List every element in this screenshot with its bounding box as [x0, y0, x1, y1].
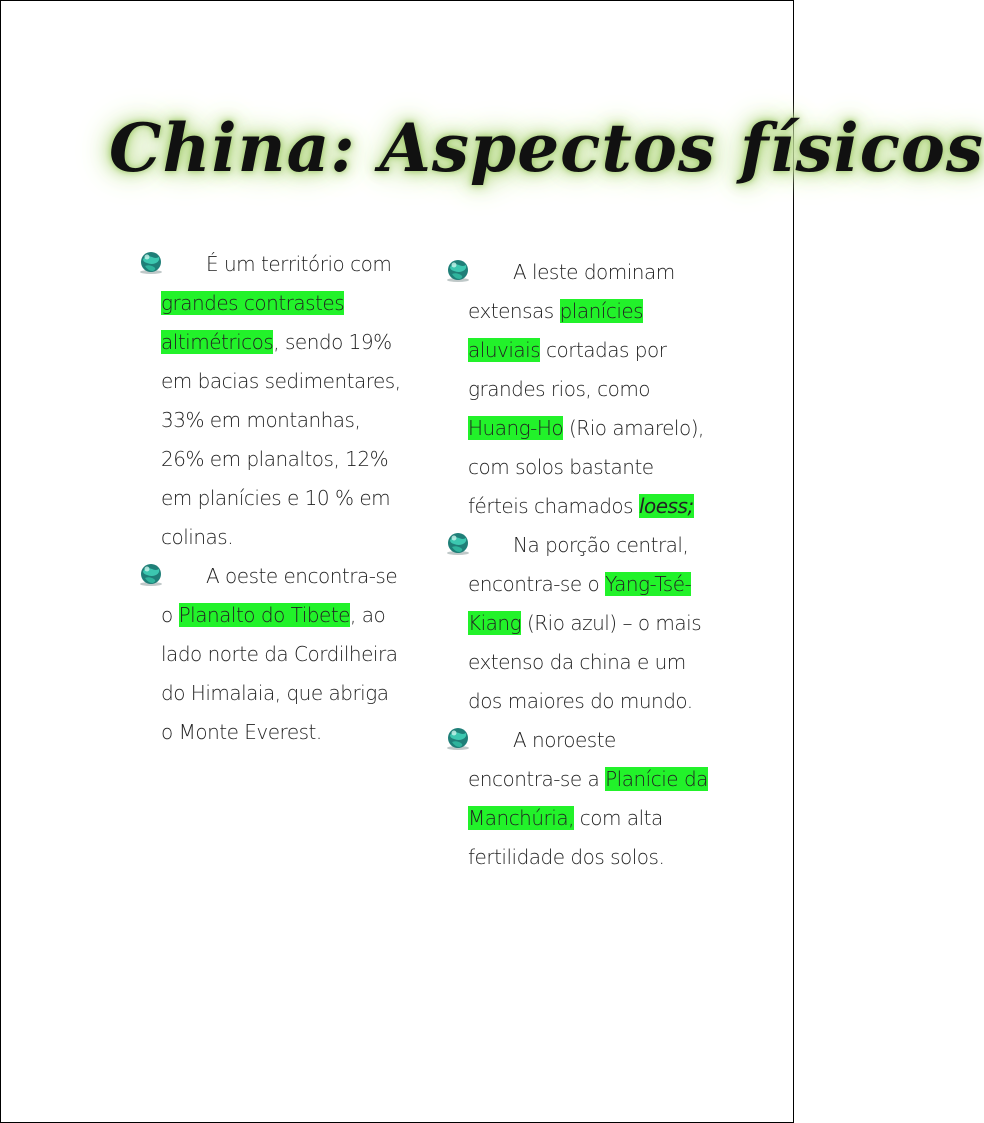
paragraph-east: A leste dominam extensas planícies aluviais cortadas por grandes rios, como Huang-Ho (Rio amarelo), com solos bastante férteis chamados loess; [468, 253, 708, 526]
highlight-loess: loess; [638, 494, 694, 518]
globe-bullet-icon [444, 532, 472, 556]
globe-bullet-icon [137, 563, 165, 587]
page-title: China: Aspectos físicos [109, 109, 984, 187]
highlight-manchuria-plain: Planície da Manchúria, [468, 767, 708, 830]
globe-bullet-icon [444, 727, 472, 751]
paragraph-northwest: A noroeste encontra-se a Planície da Manchúria, com alta fertilidade dos solos. [468, 721, 708, 877]
globe-bullet-icon [137, 251, 165, 275]
highlight-yang-tse-kiang: Yang-Tsé-Kiang [468, 572, 692, 635]
paragraph-west: A oeste encontra-se o Planalto do Tibete, ao lado norte da Cordilheira do Himalaia, que abriga o Monte Everest. [161, 557, 401, 752]
paragraph-relief: É um território com grandes contrastes altimétricos, sendo 19% em bacias sedimentares, 33% em montanhas, 26% em planaltos, 12% em planícies e 10 % em colinas. [161, 245, 401, 557]
right-column [468, 253, 708, 877]
highlight-huang-ho: Huang-Ho [468, 416, 564, 440]
left-column [161, 245, 401, 752]
highlight-altimetric-contrasts: grandes contrastes altimétricos [161, 291, 345, 354]
globe-bullet-icon [444, 259, 472, 283]
paragraph-central: Na porção central, encontra-se o Yang-Tsé-Kiang (Rio azul) – o mais extenso da china e um dos maiores do mundo. [468, 526, 708, 721]
highlight-alluvial-plains: planícies aluviais [468, 299, 644, 362]
highlight-tibet-plateau: Planalto do Tibete [178, 603, 350, 627]
